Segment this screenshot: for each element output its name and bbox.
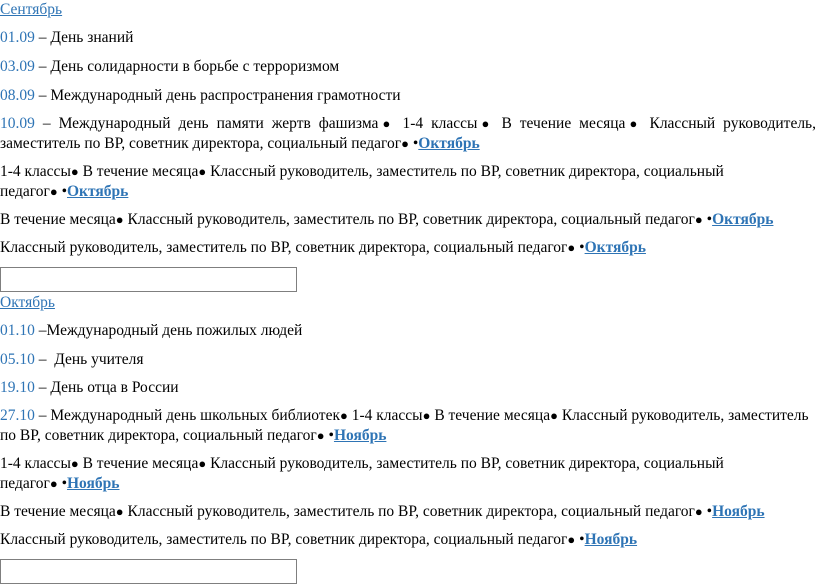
- event-date: 05.10: [0, 351, 35, 368]
- empty-field-2[interactable]: [0, 559, 297, 584]
- event-title: Международный день распространения грамотности: [50, 87, 401, 104]
- event-date: 01.10: [0, 322, 35, 339]
- event-date: 19.10: [0, 379, 35, 396]
- event-date: 03.09: [0, 58, 35, 75]
- row-classes-2: 1-4 классы● В течение месяца● Классный руководитель, заместитель по ВР, советник директора, социальный: [0, 455, 724, 472]
- november-link[interactable]: Ноябрь: [67, 475, 120, 492]
- row-period-1: В течение месяца● Классный руководитель, заместитель по ВР, советник директора, социальный педагог● •Октябрь: [0, 211, 774, 228]
- november-link[interactable]: Ноябрь: [584, 531, 638, 548]
- event-0309: 03.09 – День солидарности в борьбе с терроризмом: [0, 58, 340, 75]
- row-responsible-2: Классный руководитель, заместитель по ВР, советник директора, социальный педагог● •Ноябрь: [0, 531, 638, 548]
- october-link[interactable]: Октябрь: [67, 183, 129, 200]
- event-title: День знаний: [50, 29, 134, 46]
- event-0110: 01.10 –Международный день пожилых людей: [0, 322, 303, 339]
- event-1910: 19.10 – День отца в России: [0, 379, 179, 396]
- november-link[interactable]: Ноябрь: [712, 503, 765, 520]
- october-heading-link[interactable]: Октябрь: [0, 294, 55, 311]
- october-link[interactable]: Октябрь: [712, 211, 774, 228]
- event-2710-cont: по ВР, советник директора, социальный педагог● •Ноябрь: [0, 427, 387, 444]
- row-classes-2-cont: педагог● •Ноябрь: [0, 475, 120, 492]
- event-0510: 05.10 – День учителя: [0, 351, 144, 368]
- month-heading-october: [0, 293, 55, 313]
- event-title: Международный день школьных библиотек: [50, 407, 340, 424]
- event-date: 08.09: [0, 87, 35, 104]
- row-classes-1: 1-4 классы● В течение месяца● Классный руководитель, заместитель по ВР, советник директора, социальный: [0, 163, 724, 180]
- event-2710: 27.10 – Международный день школьных библиотек● 1-4 классы● В течение месяца● Классный руководитель, заместитель: [0, 407, 809, 424]
- event-title: Международный день памяти жертв фашизма: [58, 115, 379, 132]
- october-link[interactable]: Октябрь: [584, 239, 646, 256]
- month-heading-september: [0, 0, 62, 20]
- september-link[interactable]: Сентябрь: [0, 1, 63, 18]
- event-1009-cont: заместитель по ВР, советник директора, социальный педагог● •Октябрь: [0, 135, 480, 152]
- empty-field-1[interactable]: [0, 267, 297, 292]
- november-link[interactable]: Ноябрь: [333, 427, 387, 444]
- event-date: 10.09: [0, 115, 35, 132]
- event-date: 27.10: [0, 407, 35, 424]
- row-period-2: В течение месяца● Классный руководитель, заместитель по ВР, советник директора, социальный педагог● •Ноябрь: [0, 503, 765, 520]
- event-0809: 08.09 – Международный день распространения грамотности: [0, 87, 401, 104]
- event-0109: 01.09 – День знаний: [0, 29, 134, 46]
- event-title: День солидарности в борьбе с терроризмом: [50, 58, 340, 75]
- row-classes-1-cont: педагог● •Октябрь: [0, 183, 129, 200]
- october-link[interactable]: Октябрь: [418, 135, 480, 152]
- event-title: Международный день пожилых людей: [46, 322, 303, 339]
- event-date: 01.09: [0, 29, 35, 46]
- event-title: День отца в России: [50, 379, 179, 396]
- row-responsible-1: Классный руководитель, заместитель по ВР, советник директора, социальный педагог● •Октябрь: [0, 239, 646, 256]
- event-1009: 10.09 – Международный день памяти жертв фашизма● 1-4 классы● В течение месяца● Классный руководитель,: [0, 115, 816, 132]
- event-title: День учителя: [54, 351, 144, 368]
